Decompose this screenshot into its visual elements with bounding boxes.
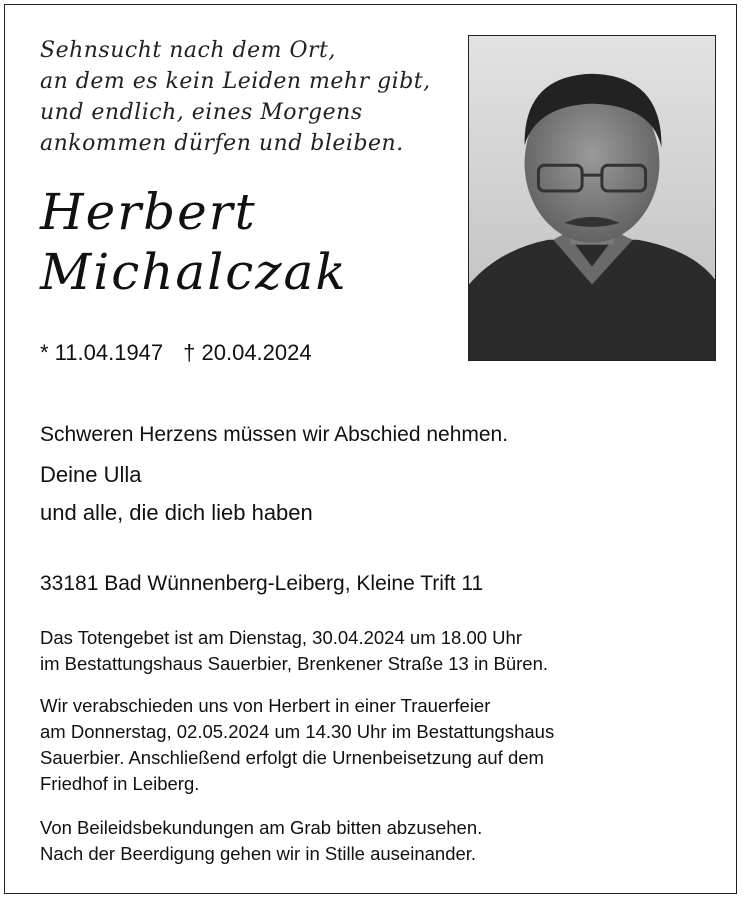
address: 33181 Bad Wünnenberg-Leiberg, Kleine Trift 11 — [40, 572, 484, 595]
text-line: Das Totengebet ist am Dienstag, 30.04.2024 um 18.00 Uhr — [40, 627, 522, 648]
birth-date: * 11.04.1947 — [40, 340, 164, 365]
text-line: am Donnerstag, 02.05.2024 um 14.30 Uhr im Bestattungshaus — [40, 721, 555, 742]
poem-line: und endlich, eines Morgens — [40, 100, 363, 125]
condolence-info — [40, 815, 482, 867]
text-line: Von Beileidsbekundungen am Grab bitten abzusehen. — [40, 817, 483, 838]
text-line: Sauerbier. Anschließend erfolgt die Urnenbeisetzung auf dem — [40, 747, 544, 768]
text-line: Friedhof in Leiberg. — [40, 773, 200, 794]
life-dates — [40, 340, 312, 366]
poem-line: Sehnsucht nach dem Ort, — [40, 38, 336, 63]
deceased-name — [40, 182, 460, 302]
death-date: † 20.04.2024 — [183, 340, 312, 365]
signature-line: und alle, die dich lieb haben — [40, 500, 313, 525]
portrait-photo — [468, 35, 716, 361]
text-line: im Bestattungshaus Sauerbier, Brenkener Straße 13 in Büren. — [40, 653, 549, 674]
service-info — [40, 693, 554, 797]
farewell-text: Schweren Herzens müssen wir Abschied nehmen. — [40, 423, 509, 446]
portrait-photo-icon — [469, 36, 715, 360]
poem — [40, 35, 460, 159]
first-name: Herbert — [40, 183, 257, 241]
poem-line: ankommen dürfen und bleiben. — [40, 131, 404, 156]
signature-line: Deine Ulla — [40, 462, 142, 487]
text-line: Nach der Beerdigung gehen wir in Stille auseinander. — [40, 843, 477, 864]
last-name: Michalczak — [40, 243, 348, 301]
poem-line: an dem es kein Leiden mehr gibt, — [40, 69, 431, 94]
text-line: Wir verabschieden uns von Herbert in einer Trauerfeier — [40, 695, 491, 716]
prayer-info — [40, 625, 548, 677]
